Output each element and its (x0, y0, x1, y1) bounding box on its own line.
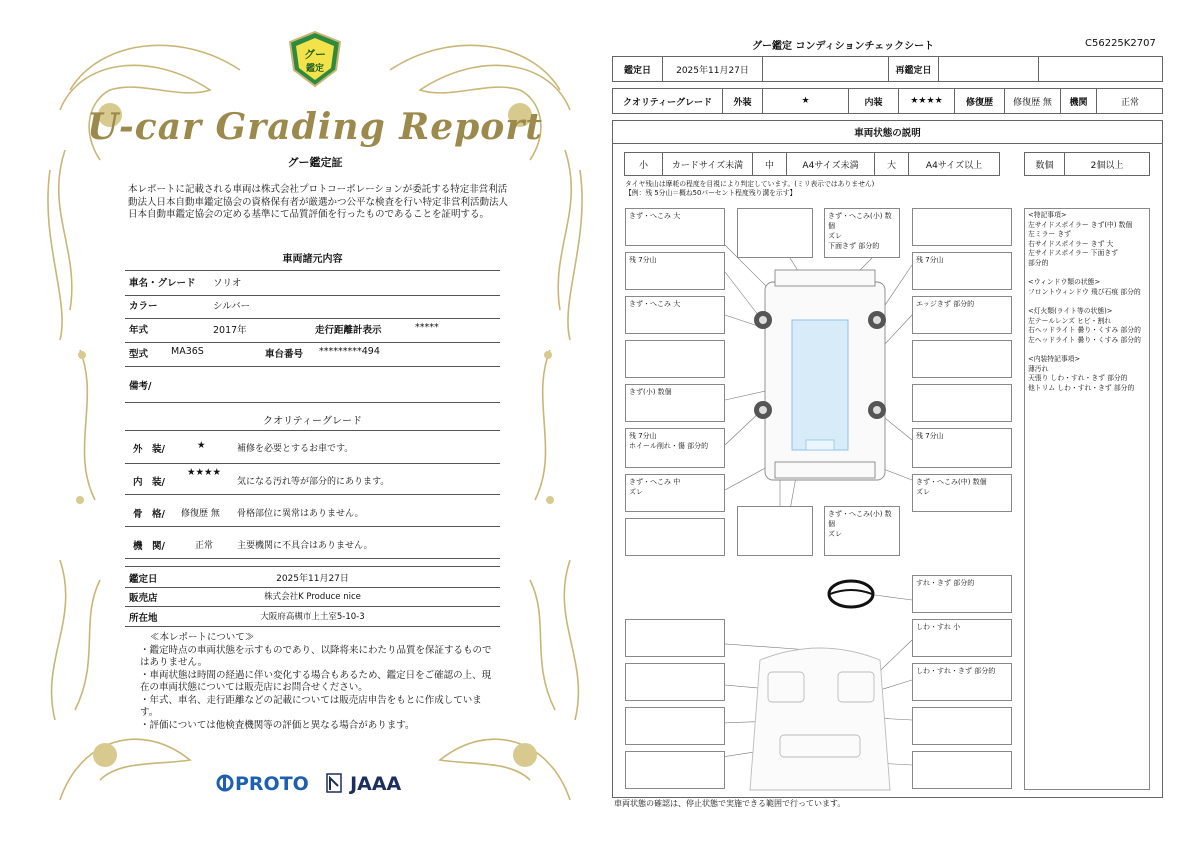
stars: ★★★★ (187, 467, 222, 478)
label: 販売店 (129, 593, 158, 604)
tire-rear-right: 残 7分山 (912, 428, 1012, 468)
interior-front-right: しわ・すれ 小 (912, 619, 1012, 657)
note-item: ・車両状態は時間の経過に伴い変化する場合もあるため、鑑定日をご確認の上、現在の車両状態については販売店にお問合せください。 (140, 669, 492, 693)
tire-rear-left: 残 7分山 ホイール削れ・傷 部分的 (625, 428, 725, 468)
label: 内 装/ (133, 477, 165, 488)
blank-box (625, 619, 725, 657)
steering-condition: すれ・きず 部分的 (912, 575, 1012, 613)
footer-note: 車両状態の確認は、停止状態で実施できる範囲で行っています。 (614, 799, 846, 808)
value: 大阪府高槻市上土室5-10-3 (260, 612, 365, 622)
blank-box (625, 707, 725, 745)
damage-front-center: きず・へこみ(小) 数個 ズレ 下面きず 部分的 (824, 208, 900, 258)
blank-box (912, 751, 1012, 789)
condition-title: 車両状態の説明 (613, 121, 1162, 144)
spec-section-title: 車両諸元内容 (282, 254, 343, 265)
desc: 骨格部位に異常はありません。 (237, 509, 364, 519)
redate-label: 再鑑定日 (889, 57, 939, 81)
note-item: ・評価については他検査機関等の評価と異なる場合があります。 (140, 719, 415, 731)
tire-note-line2: 【例：残 5分山＝概ね50パーセント程度残り溝を示す】 (625, 189, 797, 197)
int-label: 内装 (849, 89, 899, 113)
blank-box (625, 518, 725, 556)
label: 年式 (129, 325, 149, 336)
value: 株式会社K Produce nice (264, 592, 361, 602)
date-value: 2025年11月27日 (663, 57, 763, 81)
label: 所在地 (129, 613, 158, 624)
desc: 補修を必要とするお車です。 (237, 444, 354, 454)
label: 骨 格/ (133, 509, 165, 520)
label: 車台番号 (265, 349, 304, 360)
proto-logo-text: PROTO (235, 773, 309, 795)
damage-rear-center: きず・へこみ(小) 数個 ズレ (824, 506, 900, 556)
special-notes: <特記事項> 左サイドスポイラー きず(中) 数個 左ミラー きず 右サイドスポイラー きず 大 左サイドスポイラー 下面きず 部分的 <ウィンドウ類の状態> フロントウィンドウ 飛び石痕 部分的 <灯火類(ライト等の状態)> 左テールレンズ ヒビ・割れ 右ヘッドライト 曇り・くすみ 部分的 左ヘッドライト 曇り・くすみ 部分的 <内装特記事項> 薄汚れ 天張り しわ・すれ・きず 部分的 他トリム しわ・すれ・きず 部分的 (1024, 208, 1150, 790)
blank-box (737, 208, 813, 258)
value: ソリオ (213, 278, 242, 289)
size-mid: 中 (753, 153, 787, 175)
desc: 主要機関に不具合はありません。 (237, 541, 373, 551)
sheet-title: グー鑑定 コンディションチェックシート (752, 41, 935, 52)
certificate-title: グー鑑定証 (287, 156, 343, 169)
note-item: ・年式、車名、走行距離などの記載については販売店申告をもとに作成しています。 (140, 694, 482, 718)
size-large-desc: A4サイズ以上 (925, 160, 983, 171)
count-desc: 2個以上 (1090, 160, 1124, 171)
engine-value: 正常 (1120, 97, 1139, 108)
damage-left-door-rear: きず(小) 数個 (625, 384, 725, 422)
blank-box (625, 340, 725, 378)
engine-label: 機関 (1061, 89, 1097, 113)
sheet-id: C56225K2707 (1085, 38, 1156, 49)
damage-rear-left: きず・へこみ 中 ズレ (625, 474, 725, 512)
blank-box (912, 340, 1012, 378)
value: ***** (415, 322, 439, 333)
ext-value: ★ (763, 89, 849, 113)
label: カラー (129, 301, 158, 312)
damage-right-edge: エッジきず 部分的 (912, 296, 1012, 334)
note-item: ・鑑定時点の車両状態を示すものであり、以降将来にわたり品質を保証するものではありません。 (140, 644, 492, 668)
label: 外 装/ (133, 444, 165, 455)
blank-box (912, 384, 1012, 422)
label: 機 関/ (133, 541, 165, 552)
blank-box (912, 208, 1012, 246)
svg-text:鑑定: 鑑定 (305, 64, 325, 74)
date-label: 鑑定日 (613, 57, 663, 81)
svg-text:グー: グー (304, 48, 326, 61)
label: 鑑定日 (129, 574, 158, 585)
blank-box (625, 751, 725, 789)
report-title: U-car Grading Report (87, 106, 543, 148)
label: 走行距離計表示 (315, 325, 382, 336)
label: 型式 (129, 349, 149, 360)
damage-front-left: きず・へこみ 大 (625, 208, 725, 246)
size-mid-desc: A4サイズ未満 (787, 153, 875, 175)
tire-note-line1: タイヤ残山は摩耗の程度を目視により判定しています。(ミリ表示ではありません) (625, 180, 875, 188)
repair-value: 修復歴 無 (1005, 89, 1061, 113)
steering-wheel-icon (829, 581, 873, 607)
tire-front-left: 残 7分山 (625, 252, 725, 290)
label: 備考/ (129, 381, 152, 392)
count-label: 数個 (1025, 153, 1065, 175)
blank-box (912, 707, 1012, 745)
notes-title: ≪本レポートについて≫ (150, 632, 255, 643)
ext-label: 外装 (723, 89, 763, 113)
value: MA36S (171, 346, 204, 357)
value: 2025年11月27日 (276, 574, 349, 584)
value: 正常 (195, 541, 214, 551)
size-large: 大 (875, 153, 909, 175)
intro-text: 本レポートに記載される車両は株式会社プロトコーポレーションが委託する特定非営利活動法人日本自動車鑑定協会の資格保有者が厳選かつ公平な検査を行い特定非営利活動法人日本自動車鑑定協会の定める基準にて品質評価を行ったものであることを証明する。 (128, 184, 509, 220)
value: シルバー (213, 301, 251, 312)
blank-box (737, 506, 813, 556)
size-small-desc: カードサイズ未満 (663, 153, 753, 175)
quality-section-title: クオリティーグレード (263, 416, 362, 427)
repair-label: 修復歴 (955, 89, 1005, 113)
int-value: ★★★★ (899, 89, 955, 113)
tire-front-right: 残 7分山 (912, 252, 1012, 290)
stars: ★ (197, 440, 206, 451)
value: 修復歴 無 (181, 509, 220, 519)
damage-left-door-front: きず・へこみ 大 (625, 296, 725, 334)
jaaa-logo-text: JAAA (350, 773, 402, 795)
value: 2017年 (213, 325, 247, 336)
size-small: 小 (625, 153, 663, 175)
desc: 気になる汚れ等が部分的にあります。 (237, 477, 390, 487)
value: *********494 (319, 346, 380, 357)
label: 車名・グレード (129, 278, 196, 289)
interior-door-right: しわ・すれ・きず 部分的 (912, 663, 1012, 701)
grade-label: クオリティーグレード (613, 89, 723, 113)
damage-rear-right: きず・へこみ(中) 数個 ズレ (912, 474, 1012, 512)
blank-box (625, 663, 725, 701)
